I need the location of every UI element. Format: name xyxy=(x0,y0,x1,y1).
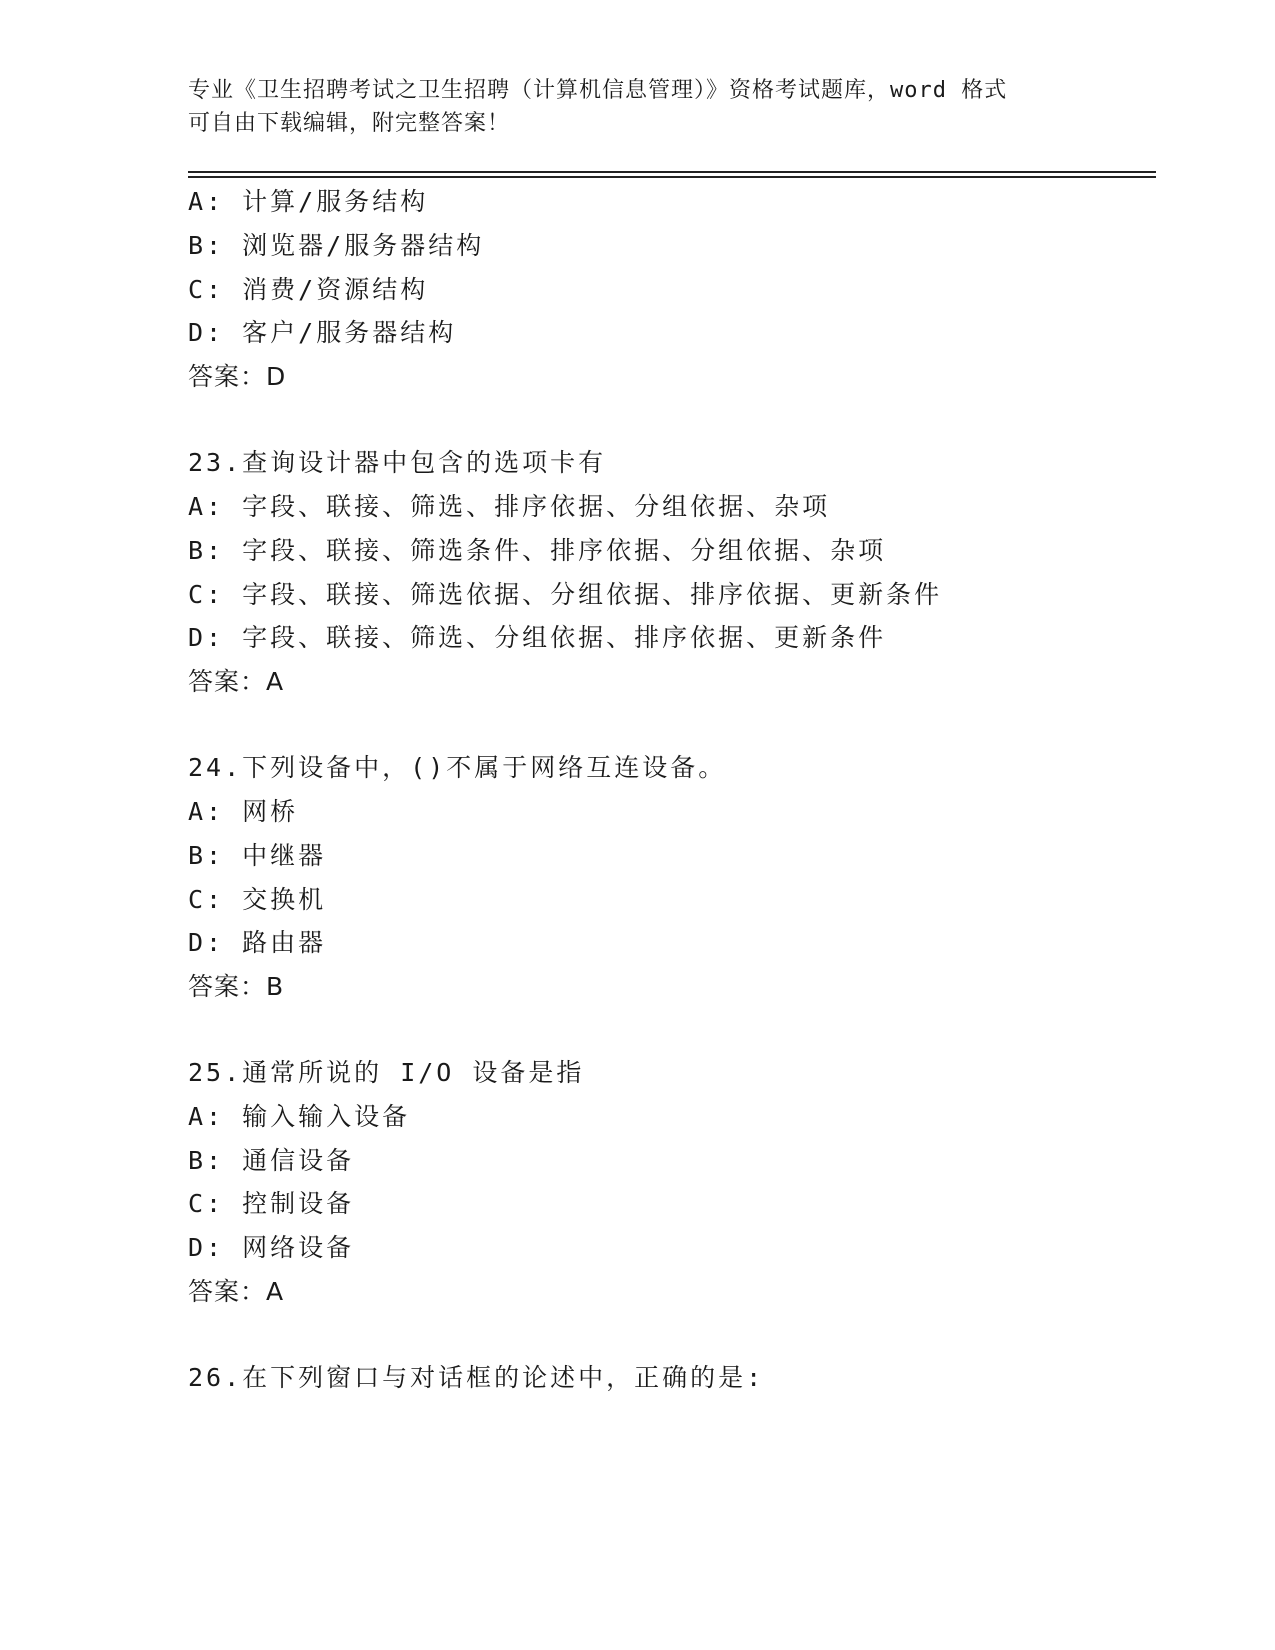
q22-option-a: A: 计算/服务结构 xyxy=(188,187,429,216)
q25-option-d: D: 网络设备 xyxy=(188,1233,355,1262)
q25-option-a: A: 输入输入设备 xyxy=(188,1102,411,1131)
header-line-2: 可自由下载编辑，附完整答案！ xyxy=(188,111,511,136)
q24-option-b: B: 中继器 xyxy=(188,841,327,870)
q25-answer: 答案：A xyxy=(188,1277,285,1306)
q25-option-b: B: 通信设备 xyxy=(188,1146,355,1175)
q24-option-d: D: 路由器 xyxy=(188,928,327,957)
q24-answer: 答案：B xyxy=(188,972,285,1001)
q23-option-d: D: 字段、联接、筛选、分组依据、排序依据、更新条件 xyxy=(188,623,887,652)
header-rule-bottom xyxy=(188,176,1156,178)
q23-question: 23.查询设计器中包含的选项卡有 xyxy=(188,448,607,477)
q24-option-a: A: 网桥 xyxy=(188,797,299,826)
q25-option-c: C: 控制设备 xyxy=(188,1189,355,1218)
q24-question: 24.下列设备中，()不属于网络互连设备。 xyxy=(188,753,727,782)
q22-option-d: D: 客户/服务器结构 xyxy=(188,318,457,347)
q22-answer: 答案：D xyxy=(188,362,287,391)
q22-option-c: C: 消费/资源结构 xyxy=(188,275,429,304)
q26-question: 26.在下列窗口与对话框的论述中，正确的是: xyxy=(188,1363,765,1392)
q23-option-b: B: 字段、联接、筛选条件、排序依据、分组依据、杂项 xyxy=(188,536,887,565)
document-header xyxy=(188,74,1088,140)
q23-option-a: A: 字段、联接、筛选、排序依据、分组依据、杂项 xyxy=(188,492,831,521)
header-line-1: 专业《卫生招聘考试之卫生招聘（计算机信息管理）》资格考试题库，word 格式 xyxy=(188,78,1008,103)
header-rule-top xyxy=(188,171,1156,173)
q23-answer: 答案：A xyxy=(188,667,285,696)
q23-option-c: C: 字段、联接、筛选依据、分组依据、排序依据、更新条件 xyxy=(188,580,943,609)
q25-question: 25.通常所说的 I/O 设备是指 xyxy=(188,1058,585,1087)
q22-option-b: B: 浏览器/服务器结构 xyxy=(188,231,485,260)
q24-option-c: C: 交换机 xyxy=(188,885,327,914)
